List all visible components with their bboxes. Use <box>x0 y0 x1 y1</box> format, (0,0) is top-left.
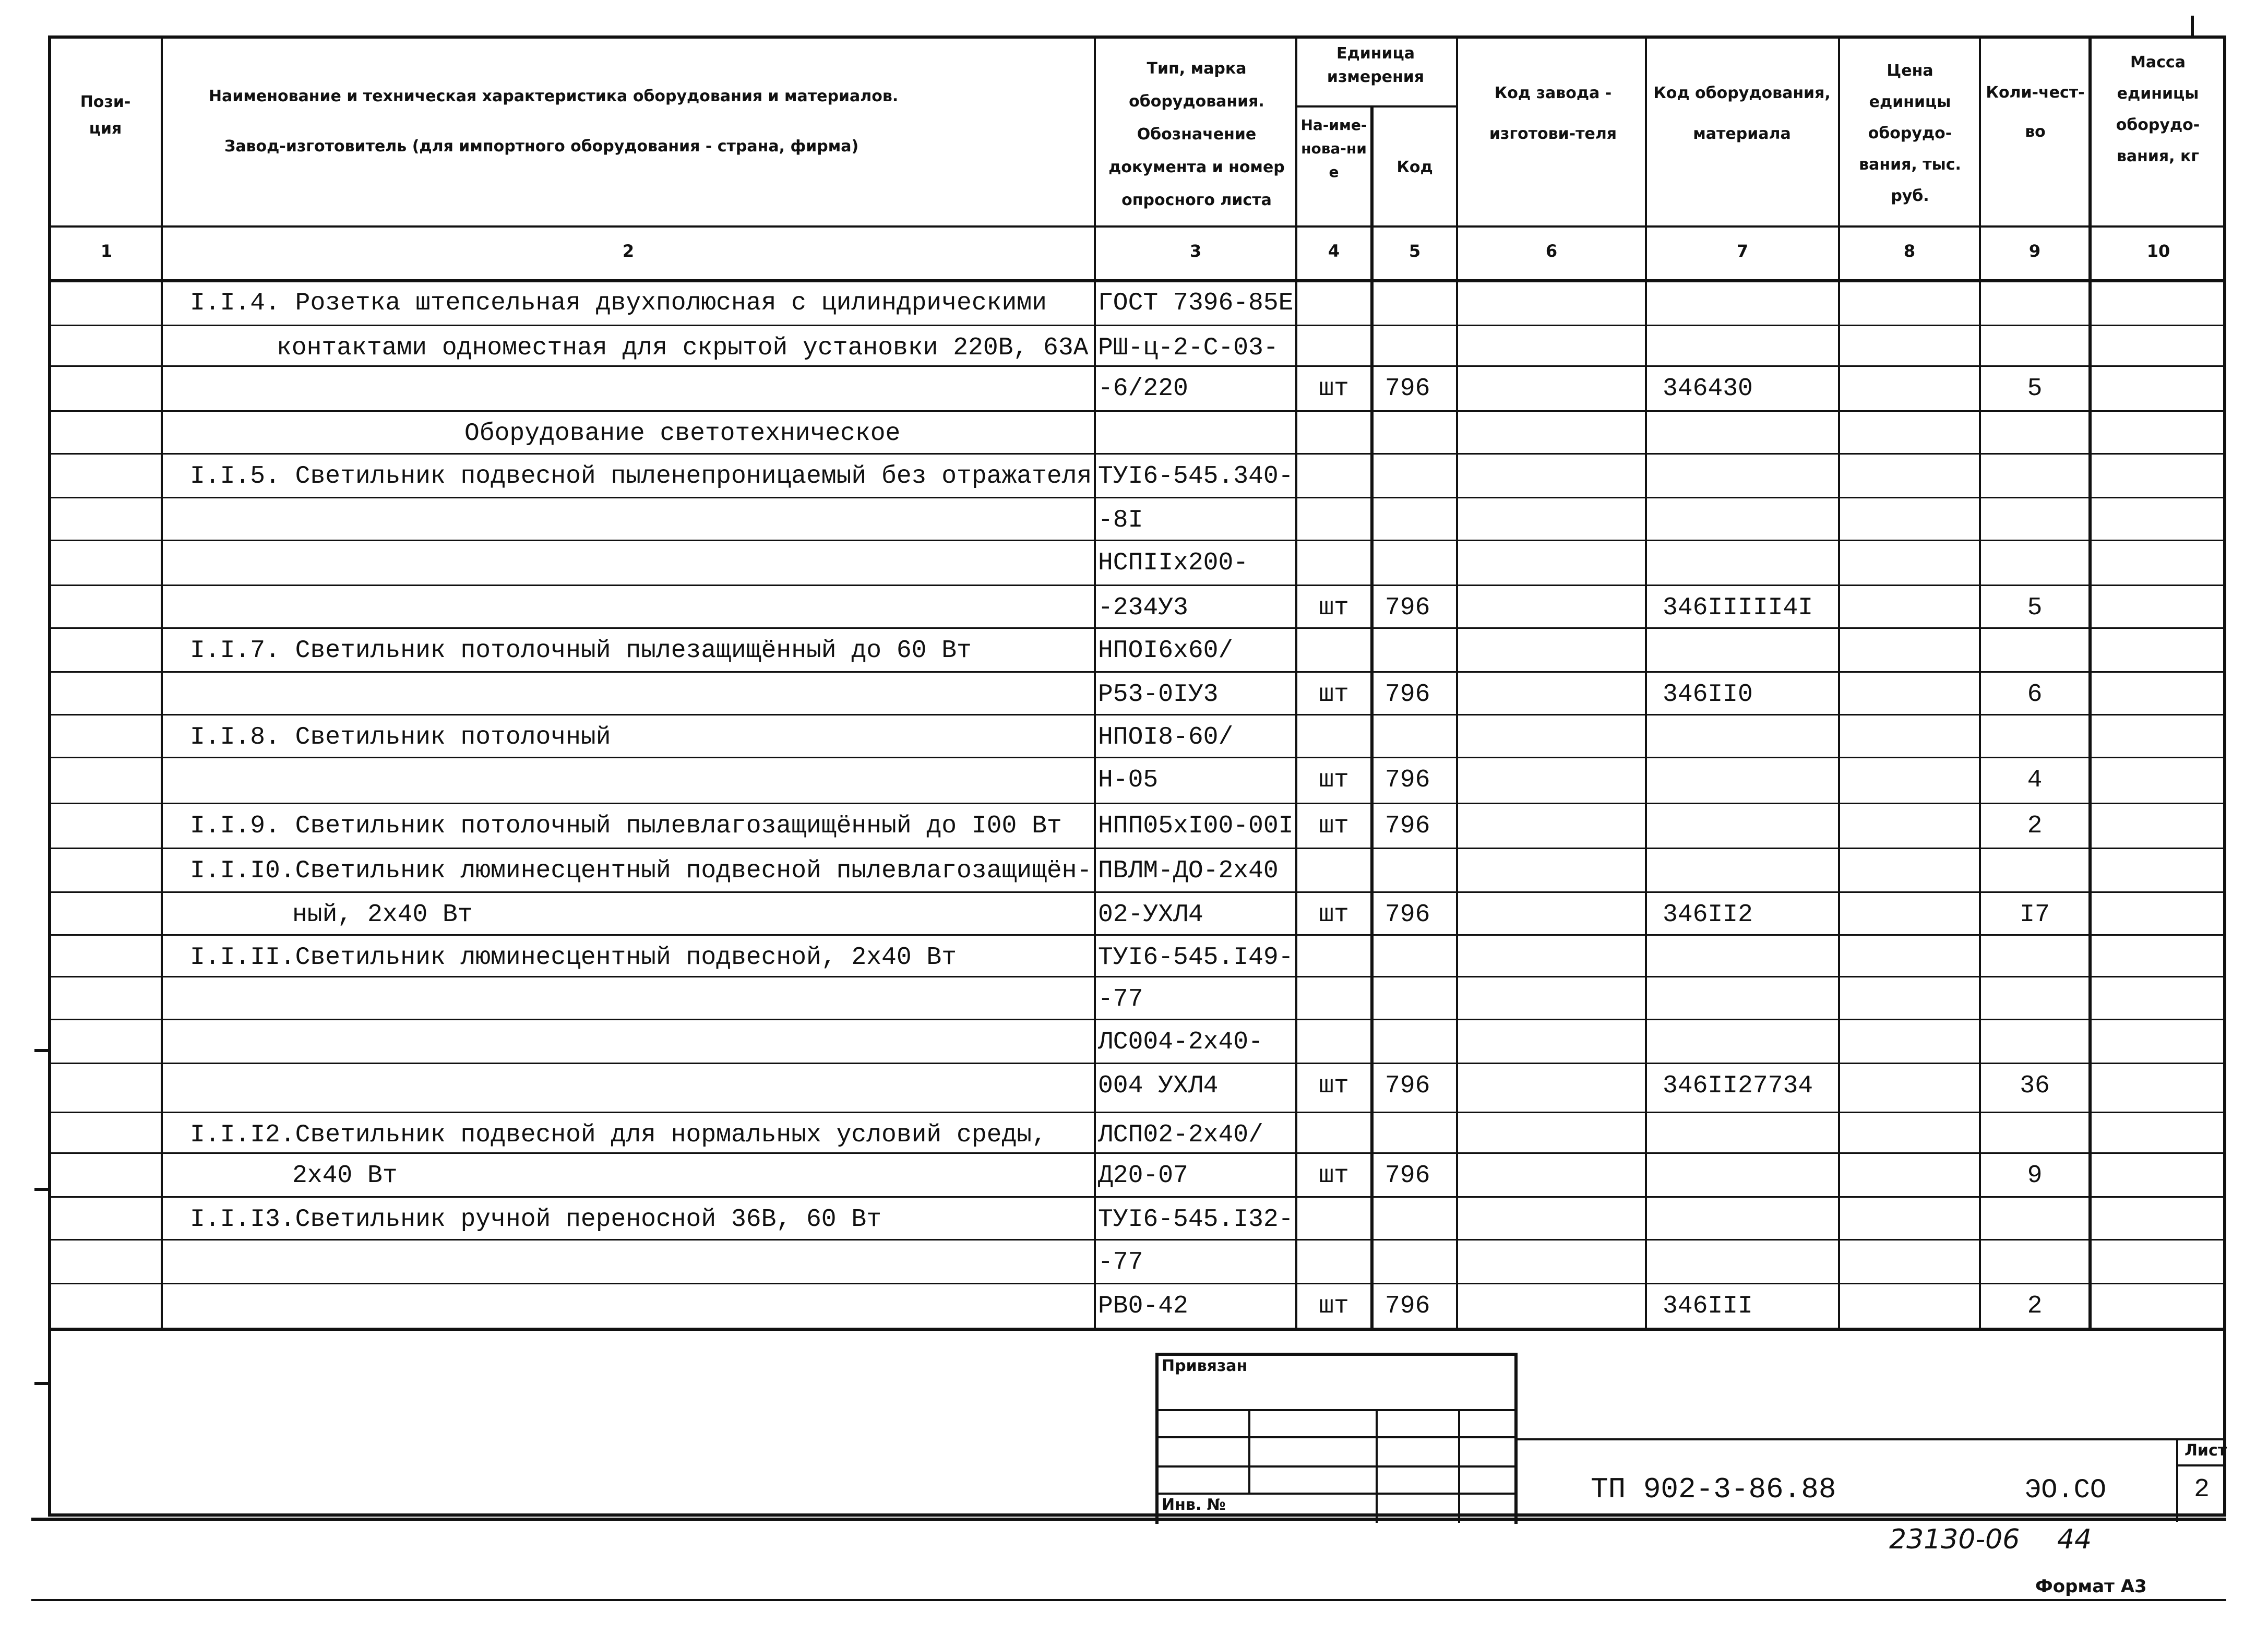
row-quantity: 4 <box>2027 766 2043 794</box>
col-line-1 <box>161 35 163 1330</box>
colnum-6: 6 <box>1545 241 1558 261</box>
header-quantity: Коли-чест-во <box>1986 84 2085 141</box>
stamp-sheet-label: Лист <box>2185 1441 2227 1460</box>
row-name: I.I.I3.Светильник ручной переносной 36В, 60 Вт <box>190 1206 882 1234</box>
row-unit-code: 796 <box>1385 594 1430 622</box>
row-quantity: 5 <box>2027 594 2043 622</box>
row-quantity: 5 <box>2027 375 2043 403</box>
row-unit-name: шт <box>1319 1162 1349 1190</box>
stamp-sheet-col <box>2176 1438 2178 1522</box>
margin-tick-3 <box>34 1382 49 1385</box>
row-rule <box>48 453 2226 455</box>
header-unit-group: Единица измерения <box>1327 44 1425 86</box>
row-equipment-code: 346II27734 <box>1663 1072 1813 1100</box>
row-rule <box>48 714 2226 715</box>
row-rule <box>48 671 2226 673</box>
col-line-2 <box>1094 35 1096 1330</box>
row-name: контактами одноместная для скрытой установки 220В, 63А <box>277 334 1089 362</box>
row-rule <box>48 976 2226 977</box>
row-type-mark: -77 <box>1098 985 1143 1013</box>
row-rule <box>48 1063 2226 1064</box>
stamp-col-2 <box>1376 1409 1378 1523</box>
colnum-2: 2 <box>622 241 635 261</box>
row-equipment-code: 346430 <box>1663 375 1753 403</box>
margin-tick-top <box>2191 16 2194 37</box>
row-rule <box>48 497 2226 498</box>
row-rule <box>48 585 2226 586</box>
unit-group-rule <box>1295 105 1456 108</box>
row-name: I.I.4. Розетка штепсельная двухполюсная с цилиндрическими <box>190 289 1047 317</box>
row-name: I.I.7. Светильник потолочный пылезащищённый до 60 Вт <box>190 637 972 665</box>
stamp-rule-1 <box>1155 1409 1517 1411</box>
row-unit-code: 796 <box>1385 375 1430 403</box>
row-type-mark: -8I <box>1098 506 1143 534</box>
row-name: 2х40 Вт <box>292 1162 398 1190</box>
row-unit-name: шт <box>1319 901 1349 929</box>
col-line-7 <box>1838 35 1840 1330</box>
row-type-mark: НСПIIх200- <box>1098 549 1249 577</box>
row-name: I.I.I2.Светильник подвесной для нормальных условий среды, <box>190 1121 1047 1149</box>
row-unit-code: 796 <box>1385 812 1430 840</box>
row-rule <box>48 891 2226 893</box>
row-quantity: 36 <box>2020 1072 2050 1100</box>
row-equipment-code: 346IIIII4I <box>1663 594 1813 622</box>
row-unit-code: 796 <box>1385 1292 1430 1320</box>
row-quantity: 2 <box>2027 1292 2043 1320</box>
row-rule <box>48 848 2226 849</box>
row-type-mark: ТУI6-545.I32- <box>1098 1206 1294 1234</box>
row-type-mark: Д20-07 <box>1098 1162 1188 1190</box>
col-line-4 <box>1370 105 1374 1330</box>
header-unit-code: Код <box>1396 158 1433 176</box>
row-type-mark: НПОI6х60/ <box>1098 637 1234 665</box>
header-price: Цена единицы оборудо-вания, тыс. руб. <box>1859 62 1961 205</box>
row-equipment-code: 346II2 <box>1663 901 1753 929</box>
row-type-mark: РШ-ц-2-С-03- <box>1098 334 1279 362</box>
header-position: Пози- ция <box>80 93 131 138</box>
stamp-top-rule <box>1155 1353 1517 1356</box>
stamp-sheet-rule <box>2176 1464 2226 1466</box>
row-quantity: 2 <box>2027 812 2043 840</box>
row-name: I.I.I0.Светильник люминесцентный подвесной пылевлагозащищён- <box>190 857 1092 885</box>
colnum-3: 3 <box>1189 241 1202 261</box>
row-name: ный, 2х40 Вт <box>292 901 473 929</box>
row-equipment-code: 346III <box>1663 1292 1753 1320</box>
row-type-mark: 004 УХЛ4 <box>1098 1072 1219 1100</box>
table-body-bottom-rule <box>48 1328 2226 1331</box>
row-type-mark: ЛС004-2х40- <box>1098 1028 1263 1056</box>
stamp-doc-top-rule <box>1514 1438 2226 1440</box>
handwritten-page: 44 <box>2057 1524 2092 1555</box>
col-line-6 <box>1645 35 1647 1330</box>
row-unit-code: 796 <box>1385 1072 1430 1100</box>
header-unit-name: На-име-нова-ние <box>1300 116 1367 181</box>
stamp-rule-4 <box>1155 1493 1517 1495</box>
row-type-mark: 02-УХЛ4 <box>1098 901 1203 929</box>
stamp-col-3 <box>1458 1409 1460 1523</box>
row-equipment-code: 346II0 <box>1663 681 1753 709</box>
row-unit-name: шт <box>1319 681 1349 709</box>
row-rule <box>48 1152 2226 1154</box>
margin-tick-1 <box>34 1049 49 1052</box>
row-type-mark: РВ0-42 <box>1098 1292 1188 1320</box>
stamp-section: ЭО.СО <box>2025 1475 2107 1506</box>
header-bottom-rule <box>48 225 2226 228</box>
row-rule <box>48 410 2226 412</box>
row-type-mark: НПП05хI00-00I <box>1098 812 1294 840</box>
row-rule <box>48 1283 2226 1284</box>
row-type-mark: ГОСТ 7396-85Е <box>1098 289 1294 317</box>
row-name: Оборудование светотехническое <box>464 420 901 448</box>
stamp-inventory-label: Инв. № <box>1162 1496 1226 1514</box>
row-rule <box>48 1112 2226 1113</box>
row-type-mark: Н-05 <box>1098 766 1159 794</box>
row-type-mark: Р53-0IУ3 <box>1098 681 1219 709</box>
colnum-8: 8 <box>1903 241 1916 261</box>
row-type-mark: ТУI6-545.340- <box>1098 462 1294 491</box>
row-type-mark: ТУI6-545.I49- <box>1098 944 1294 972</box>
colnum-9: 9 <box>2028 241 2041 261</box>
row-name: I.I.9. Светильник потолочный пылевлагозащищённый до I00 Вт <box>190 812 1062 840</box>
row-unit-name: шт <box>1319 375 1349 403</box>
row-rule <box>48 1019 2226 1020</box>
row-unit-name: шт <box>1319 812 1349 840</box>
row-quantity: 9 <box>2027 1162 2043 1190</box>
row-type-mark: ЛСП02-2х40/ <box>1098 1121 1263 1149</box>
col-line-9 <box>2088 35 2092 1330</box>
row-type-mark: ПВЛМ-ДО-2х40 <box>1098 857 1279 885</box>
row-unit-name: шт <box>1319 594 1349 622</box>
row-type-mark: НПОI8-60/ <box>1098 723 1234 752</box>
format-label: Формат А3 <box>2035 1576 2147 1597</box>
header-mass: Масса единицы оборудо-вания, кг <box>2116 53 2200 165</box>
row-name: I.I.8. Светильник потолочный <box>190 723 611 752</box>
row-unit-code: 796 <box>1385 1162 1430 1190</box>
row-quantity: I7 <box>2020 901 2050 929</box>
row-type-mark: -234У3 <box>1098 594 1188 622</box>
colnum-5: 5 <box>1408 241 1421 261</box>
row-unit-code: 796 <box>1385 901 1430 929</box>
stamp-col-1 <box>1248 1409 1250 1493</box>
trim-line <box>31 1599 2226 1601</box>
handwritten-number: 23130-06 <box>1889 1524 2020 1555</box>
row-rule <box>48 1196 2226 1198</box>
row-rule <box>48 325 2226 326</box>
stamp-bound-label: Привязан <box>1162 1357 1248 1375</box>
row-quantity: 6 <box>2027 681 2043 709</box>
header-name-line2: Завод-изготовитель (для импортного оборудования - страна, фирма) <box>224 137 859 156</box>
header-factory-code: Код завода - изготови-теля <box>1489 84 1617 143</box>
row-unit-code: 796 <box>1385 681 1430 709</box>
row-type-mark: -6/220 <box>1098 375 1188 403</box>
stamp-left-rule <box>1155 1353 1159 1524</box>
row-rule <box>48 365 2226 367</box>
stamp-document-code: ТП 902-3-86.88 <box>1591 1473 1836 1506</box>
colnum-10: 10 <box>2146 241 2170 261</box>
row-rule <box>48 803 2226 804</box>
col-line-5 <box>1456 35 1458 1330</box>
header-equipment-code: Код оборудования, материала <box>1653 84 1831 143</box>
stamp-rule-2 <box>1155 1436 1517 1438</box>
sheet-bottom-rule <box>31 1518 2226 1521</box>
row-unit-code: 796 <box>1385 766 1430 794</box>
margin-tick-2 <box>34 1188 49 1191</box>
header-name-line1: Наименование и техническая характеристика оборудования и материалов. <box>209 87 899 105</box>
row-name: I.I.II.Светильник люминесцентный подвесной, 2х40 Вт <box>190 944 957 972</box>
header-type-mark: Тип, марка оборудования. Обозначение документа и номер опросного листа <box>1108 59 1285 209</box>
row-rule <box>48 934 2226 936</box>
row-unit-name: шт <box>1319 1292 1349 1320</box>
colnum-bottom-rule <box>48 279 2226 282</box>
row-rule <box>48 540 2226 541</box>
colnum-1: 1 <box>100 241 113 261</box>
row-rule <box>48 757 2226 758</box>
stamp-sheet-number: 2 <box>2194 1475 2210 1505</box>
row-unit-name: шт <box>1319 1072 1349 1100</box>
row-name: I.I.5. Светильник подвесной пыленепроницаемый без отражателя <box>190 462 1092 491</box>
stamp-rule-3 <box>1155 1465 1517 1468</box>
row-rule <box>48 627 2226 629</box>
row-rule <box>48 1239 2226 1241</box>
row-unit-name: шт <box>1319 766 1349 794</box>
row-type-mark: -77 <box>1098 1248 1143 1277</box>
colnum-7: 7 <box>1736 241 1749 261</box>
colnum-4: 4 <box>1328 241 1340 261</box>
